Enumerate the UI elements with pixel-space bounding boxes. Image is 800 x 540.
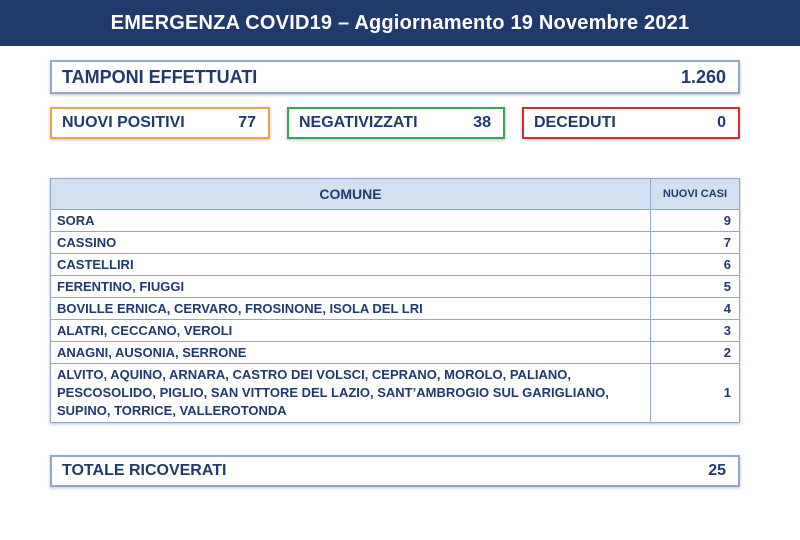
comune-cell: ALVITO, AQUINO, ARNARA, CASTRO DEI VOLSCI, CEPRANO, MOROLO, PALIANO, PESCOSOLIDO, PIGLIO, SAN VITTORE DEL LAZIO, SANT’AMBROGIO SUL GARIGLIANO, SUPINO, TORRICE, VALLEROTONDA (51, 364, 651, 423)
table-row (51, 298, 740, 320)
comune-cell: ANAGNI, AUSONIA, SERRONE (51, 342, 651, 364)
totale-ricoverati-box (50, 455, 740, 487)
tamponi-value: 1.260 (680, 66, 726, 87)
negativizzati-value: 38 (473, 114, 491, 131)
comune-cell: SORA (51, 210, 651, 232)
comune-cell: CASSINO (51, 232, 651, 254)
table-row (51, 320, 740, 342)
totale-ricoverati-value: 25 (708, 462, 726, 479)
comune-cell: FERENTINO, FIUGGI (51, 276, 651, 298)
table-row (51, 276, 740, 298)
table-row (51, 210, 740, 232)
comune-cell: BOVILLE ERNICA, CERVARO, FROSINONE, ISOLA DEL LRI (51, 298, 651, 320)
deceduti-value: 0 (717, 114, 726, 131)
nuovi-positivi-box (50, 107, 270, 139)
casi-cell: 4 (651, 298, 740, 320)
nuovi-positivi-label: NUOVI POSITIVI (62, 114, 185, 131)
table-row (51, 254, 740, 276)
casi-cell: 5 (651, 276, 740, 298)
casi-cell: 7 (651, 232, 740, 254)
tamponi-label: TAMPONI EFFETTUATI (62, 66, 258, 87)
page-header (0, 0, 800, 46)
nuovi-positivi-value: 77 (238, 114, 256, 131)
table-row (51, 232, 740, 254)
comune-cell: CASTELLIRI (51, 254, 651, 276)
comuni-table (50, 178, 740, 423)
deceduti-box (522, 107, 740, 139)
negativizzati-label: NEGATIVIZZATI (299, 114, 418, 131)
totale-ricoverati-label: TOTALE RICOVERATI (62, 462, 227, 479)
table-header-row (51, 179, 740, 210)
column-header-comune: COMUNE (51, 179, 651, 210)
casi-cell: 1 (651, 364, 740, 423)
deceduti-label: DECEDUTI (534, 114, 616, 131)
column-header-nuovi-casi: NUOVI CASI (651, 179, 740, 210)
casi-cell: 2 (651, 342, 740, 364)
table-row (51, 342, 740, 364)
comune-cell: ALATRI, CECCANO, VEROLI (51, 320, 651, 342)
page-title: EMERGENZA COVID19 – Aggiornamento 19 Novembre 2021 (110, 11, 690, 34)
negativizzati-box (287, 107, 505, 139)
tamponi-box (50, 60, 740, 94)
table-row (51, 364, 740, 423)
casi-cell: 3 (651, 320, 740, 342)
casi-cell: 6 (651, 254, 740, 276)
casi-cell: 9 (651, 210, 740, 232)
